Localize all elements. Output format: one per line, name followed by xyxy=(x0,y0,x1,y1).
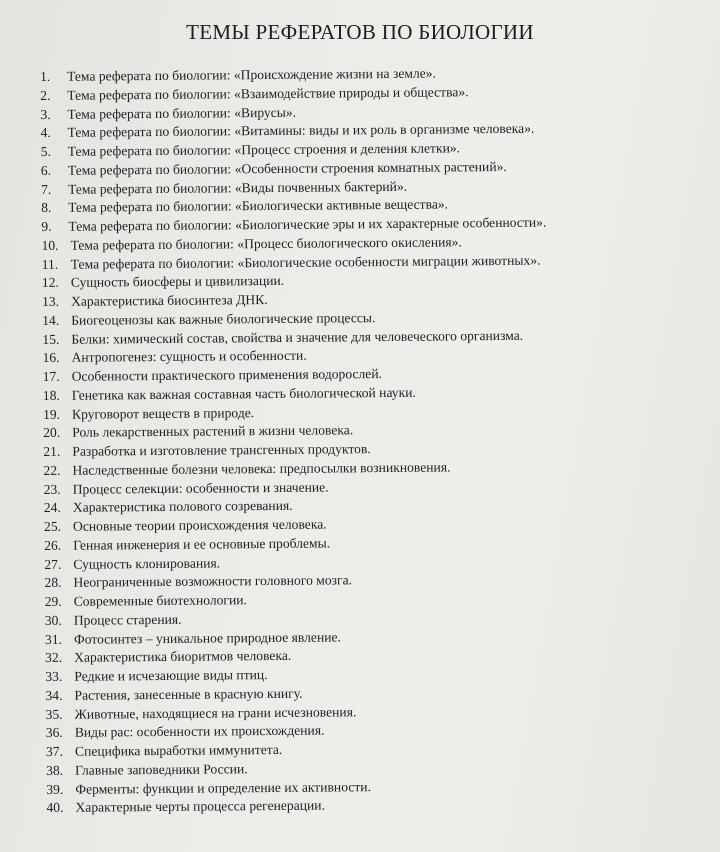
topic-number: 3. xyxy=(40,106,51,122)
topic-number: 5. xyxy=(40,143,51,159)
topic-text: Биогеоценозы как важные биологические процессы. xyxy=(71,309,376,328)
topic-number: 25. xyxy=(43,518,62,534)
topic-number: 8. xyxy=(41,200,52,216)
topic-number: 33. xyxy=(45,668,63,684)
topic-text: Наследственные болезни человека: предпосылки возникновения. xyxy=(72,459,451,478)
topic-text: Тема реферата по биологии: «Вирусы». xyxy=(67,104,297,122)
topic-text: Тема реферата по биологии: «Процесс биологического окисления». xyxy=(70,234,462,253)
topic-text: Характерные черты процесса регенерации. xyxy=(75,797,325,815)
topic-number: 23. xyxy=(43,481,61,497)
topic-text: Генетика как важная составная часть биологической науки. xyxy=(71,384,416,403)
topic-number: 13. xyxy=(41,293,60,309)
topic-number: 28. xyxy=(44,575,62,591)
topics-list xyxy=(40,64,551,818)
topic-text: Основные теории происхождения человека. xyxy=(72,516,327,534)
topic-number: 26. xyxy=(44,537,62,553)
topic-number: 11. xyxy=(41,256,59,272)
topic-text: Тема реферата по биологии: «Особенности строения комнатных растений». xyxy=(67,158,507,178)
topic-number: 6. xyxy=(40,162,52,178)
topic-number: 29. xyxy=(44,593,62,609)
topic-text: Тема реферата по биологии: «Происхождение жизни на земле». xyxy=(67,65,437,84)
topic-text: Белки: химический состав, свойства и значение для человеческого организма. xyxy=(71,327,524,347)
topic-text: Тема реферата по биологии: «Витамины: виды и их роль в организме человека». xyxy=(67,120,535,141)
topic-text: Главные заповедники России. xyxy=(75,760,248,778)
topic-text: Сущность биосферы и цивилизации. xyxy=(70,273,285,290)
topic-number: 39. xyxy=(46,781,64,797)
topic-number: 2. xyxy=(40,87,51,103)
topic-number: 1. xyxy=(40,68,51,84)
topic-number: 34. xyxy=(45,687,63,703)
topic-text: Круговорот веществ в природе. xyxy=(71,404,255,422)
topic-number: 10. xyxy=(41,237,59,253)
topic-number: 24. xyxy=(43,500,61,516)
topic-number: 12. xyxy=(41,275,59,291)
topic-text: Характеристика биосинтеза ДНК. xyxy=(70,292,268,309)
topic-number: 38. xyxy=(46,762,64,778)
page-title: ТЕМЫ РЕФЕРАТОВ ПО БИОЛОГИИ xyxy=(186,20,534,44)
topic-number: 15. xyxy=(42,331,60,347)
topic-text: Тема реферата по биологии: «Взаимодействие природы и общества». xyxy=(67,84,469,103)
topic-text: Характеристика биоритмов человека. xyxy=(74,648,292,665)
topic-text: Ферменты: функции и определение их активности. xyxy=(75,778,372,797)
topic-text: Процесс старения. xyxy=(73,611,182,628)
topic-text: Характеристика полового созревания. xyxy=(72,498,293,515)
topic-text: Неограниченные возможности головного мозга. xyxy=(73,572,353,590)
topic-text: Процесс селекции: особенности и значение. xyxy=(72,478,329,497)
topic-text: Особенности практического применения водорослей. xyxy=(71,366,383,384)
topic-number: 37. xyxy=(45,743,64,759)
topic-item xyxy=(46,795,551,818)
topic-text: Растения, занесенные в красную книгу. xyxy=(74,685,303,703)
topic-text: Роль лекарственных растений в жизни человека. xyxy=(72,422,354,440)
topic-number: 21. xyxy=(43,443,61,459)
topic-number: 19. xyxy=(42,406,61,422)
topic-text: Тема реферата по биологии: «Биологически активные вещества». xyxy=(68,196,449,216)
topic-number: 27. xyxy=(44,556,62,572)
topic-text: Виды рас: особенности их происхождения. xyxy=(74,722,325,740)
topic-number: 4. xyxy=(40,125,51,141)
topic-text: Генная инженерия и ее основные проблемы. xyxy=(73,535,331,553)
topic-number: 16. xyxy=(42,350,60,366)
topic-text: Специфика выработки иммунитета. xyxy=(74,741,283,759)
topic-text: Фотосинтез – уникальное природное явление. xyxy=(73,628,341,647)
topic-text: Тема реферата по биологии: «Процесс строения и деления клетки». xyxy=(67,140,461,159)
topic-number: 31. xyxy=(44,631,63,647)
topic-number: 20. xyxy=(43,425,61,441)
topic-number: 32. xyxy=(45,650,63,666)
topic-text: Разработка и изготовление трансгенных продуктов. xyxy=(72,441,371,459)
topic-number: 17. xyxy=(42,368,60,384)
topic-number: 18. xyxy=(42,387,60,403)
topic-text: Животные, находящиеся на грани исчезновения. xyxy=(74,703,357,722)
topic-number: 14. xyxy=(42,312,60,328)
topic-number: 40. xyxy=(46,800,64,816)
topic-number: 22. xyxy=(43,462,61,478)
topic-number: 30. xyxy=(44,612,62,628)
topic-number: 36. xyxy=(45,725,63,741)
topic-number: 35. xyxy=(45,706,63,722)
topic-text: Тема реферата по биологии: «Виды почвенных бактерий». xyxy=(67,178,408,197)
topic-text: Современные биотехнологии. xyxy=(73,592,247,609)
topic-text: Тема реферата по биологии: «Биологические особенности миграции животных». xyxy=(70,252,541,272)
topic-text: Антропогенез: сущность и особенности. xyxy=(71,347,307,365)
topic-text: Тема реферата по биологии: «Биологические эры и их характерные особенности». xyxy=(68,214,547,234)
topic-number: 9. xyxy=(41,218,52,234)
topic-text: Сущность клонирования. xyxy=(73,554,221,572)
topic-text: Редкие и исчезающие виды птиц. xyxy=(74,667,268,684)
topic-number: 7. xyxy=(40,181,52,197)
